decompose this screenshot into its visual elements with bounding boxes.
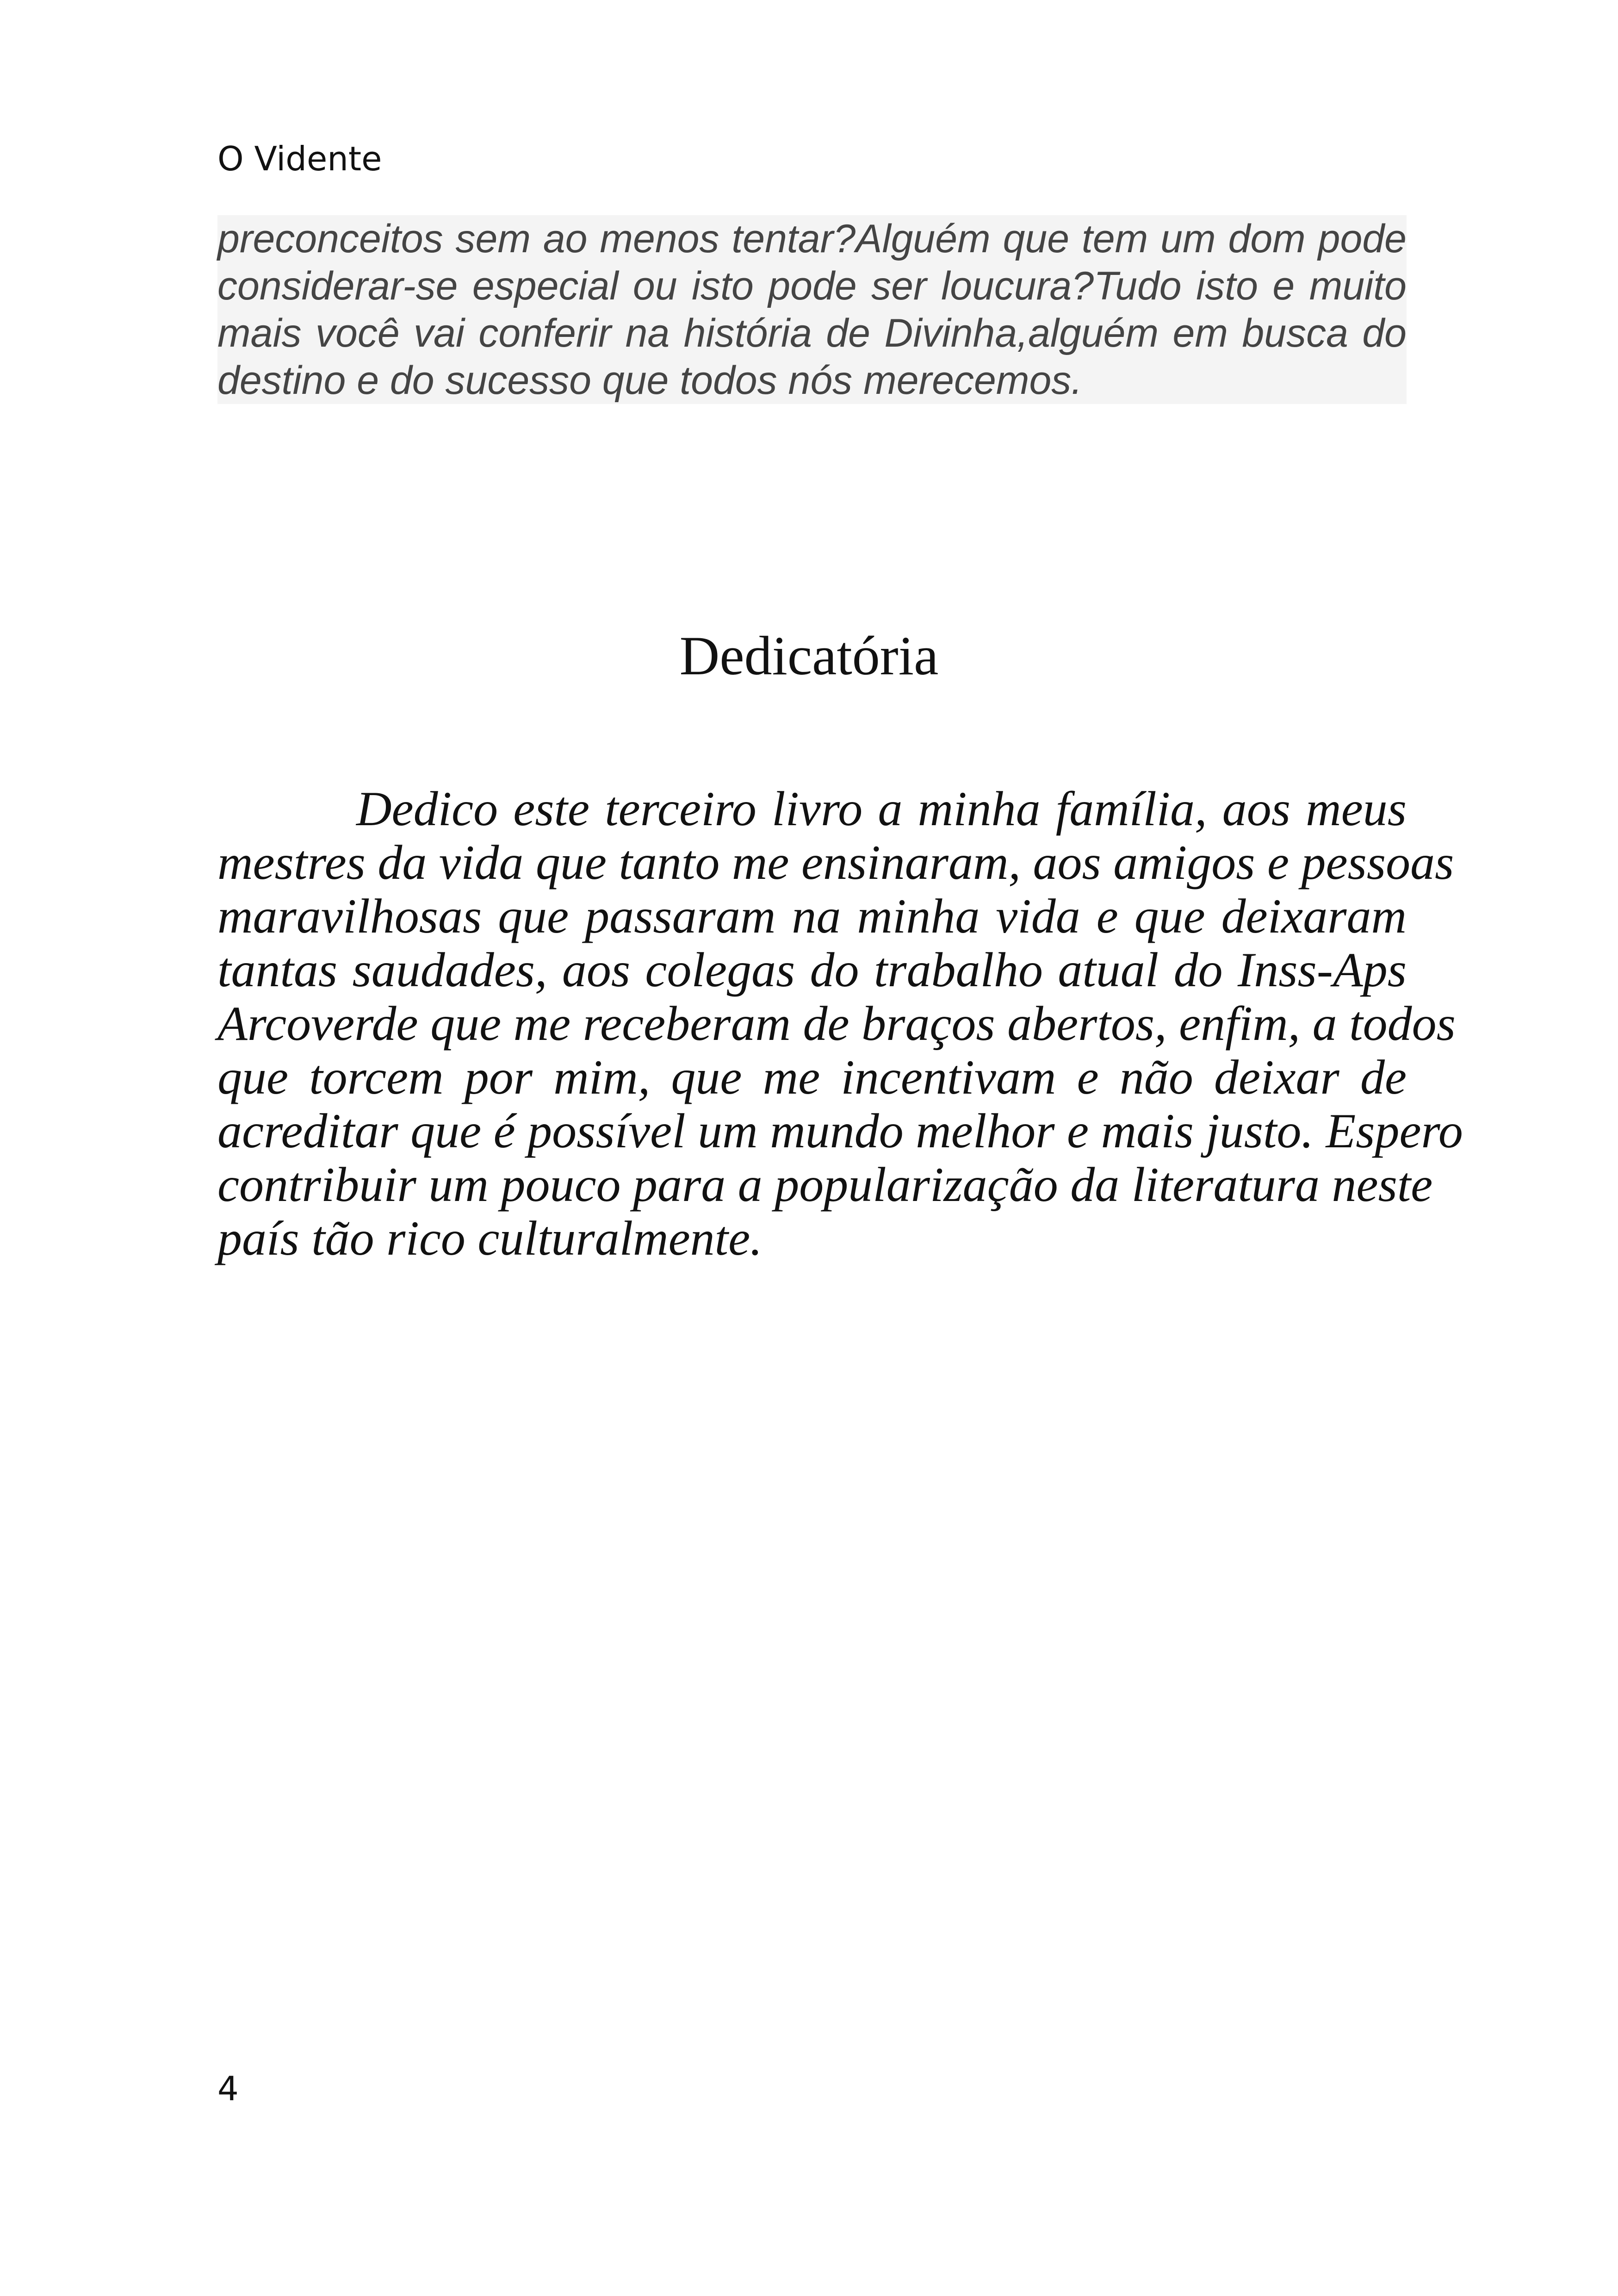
dedication-line: acreditar que é possível um mundo melhor e mais justo. Espero [217,1104,1463,1158]
dedication-line: contribuir um pouco para a popularização da literatura neste [217,1157,1433,1212]
continuation-line: mais você vai conferir na história de Divinha,alguém em busca do [217,311,1407,355]
dedication-line: mestres da vida que tanto me ensinaram, aos amigos e pessoas [217,835,1454,890]
running-header: O Vidente [217,139,382,178]
page-number: 4 [217,2069,239,2108]
dedication-line: Dedico este terceiro livro a minha família, aos meus [356,782,1407,836]
section-title: Dedicatória [679,625,939,686]
dedication-line: que torcem por mim, que me incentivam e não deixar de [217,1050,1407,1104]
dedication-line: maravilhosas que passaram na minha vida e que deixaram [217,889,1407,943]
continuation-line: considerar-se especial ou isto pode ser loucura?Tudo isto e muito [217,264,1407,308]
dedication-paragraph [217,782,1463,1265]
continuation-line: preconceitos sem ao menos tentar?Alguém que tem um dom pode [217,217,1407,261]
dedication-line: Arcoverde que me receberam de braços abertos, enfim, a todos [217,996,1456,1051]
dedication-line: país tão rico culturalmente. [217,1211,763,1265]
previous-text-continuation [217,215,1407,404]
continuation-line: destino e do sucesso que todos nós merecemos. [217,358,1083,403]
dedication-line: tantas saudades, aos colegas do trabalho atual do Inss-Aps [217,943,1407,997]
